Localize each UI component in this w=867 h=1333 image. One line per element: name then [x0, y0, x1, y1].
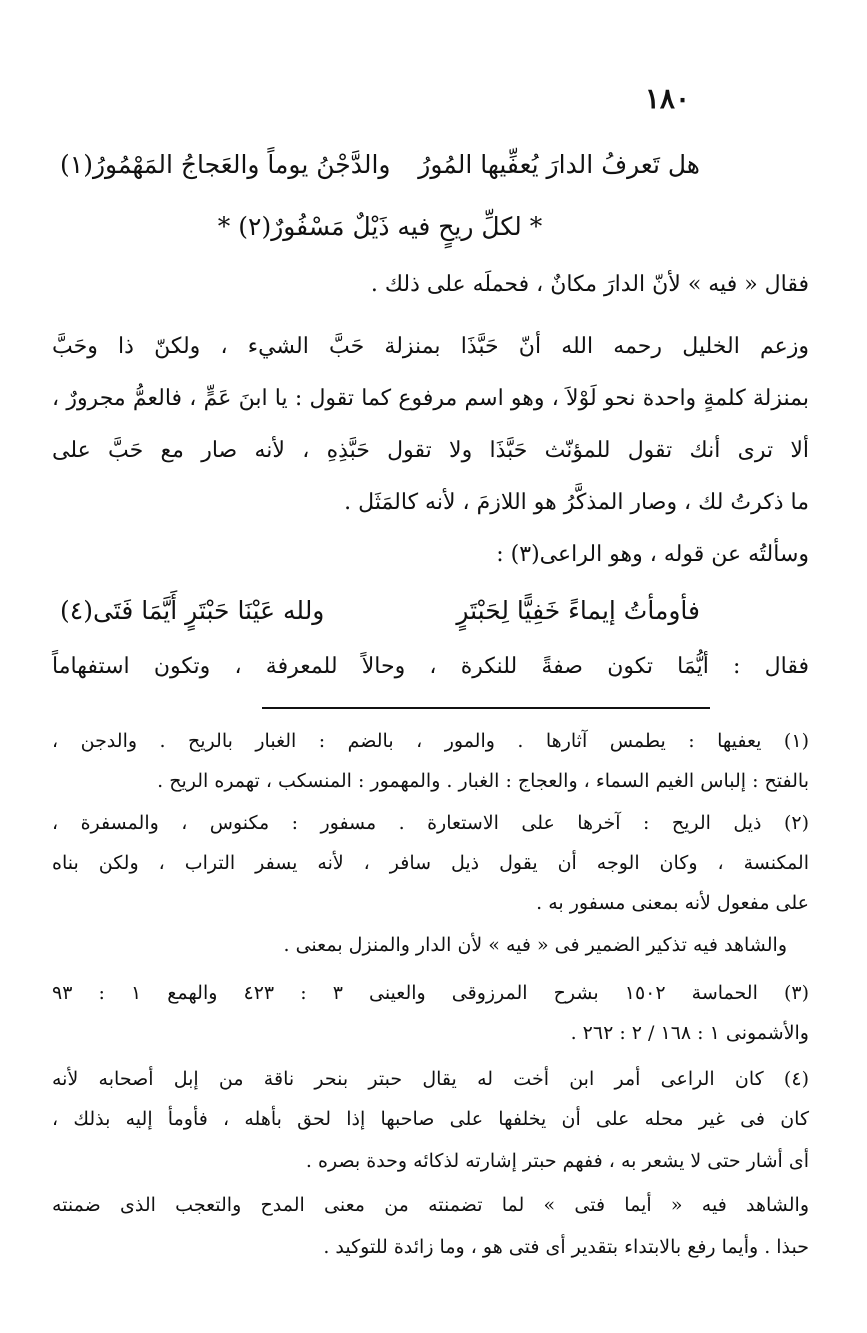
- main-line-4: ألا ترى أنك تقول للمؤنّث حَبَّذَا ولا تقول حَبَّذِهِ ، لأنه صار مع حَبَّ على: [52, 438, 809, 463]
- verse-1-hemistich-2: والدَّجْنُ يوماً والعَجاجُ المَهْمُورُ(١): [60, 150, 391, 179]
- footnote-line-1: (١) يعفيها : يطمس آثارها . والمور ، بالضم : الغبار بالريح . والدجن ،: [52, 730, 809, 752]
- main-line-6: وسألتُه عن قوله ، وهو الراعى(٣) :: [496, 542, 809, 567]
- verse-1-hemistich-1: هل تَعرفُ الدارَ يُعفِّيها المُورُ: [418, 150, 700, 179]
- footnote-separator: [262, 707, 710, 709]
- footnote-line-4: المكنسة ، وكان الوجه أن يقول ذيل سافر ، لأنه يسفر التراب ، ولكن بناه: [52, 852, 809, 874]
- main-line-5: ما ذكرتُ لك ، وصار المذكَّرُ هو اللازمَ ، لأنه كالمَثَل .: [344, 490, 809, 515]
- main-line-3: بمنزلة كلمةٍ واحدة نحو لَوْلاَ ، وهو اسم مرفوع كما تقول : يا ابنَ عَمٍّ ، فالعمُّ مجرورٌ ،: [52, 386, 809, 411]
- main-line-7: فقال : أيُّمَا تكون صفةً للنكرة ، وحالاً للمعرفة ، وتكون استفهاماً: [52, 654, 809, 679]
- footnote-line-11: أى أشار حتى لا يشعر به ، ففهم حبتر إشارته لذكائه وحدة بصره .: [305, 1150, 809, 1172]
- footnote-line-2: بالفتح : إلباس الغيم السماء ، والعجاج : الغبار . والمهمور : المنسكب ، تهمره الريح .: [157, 770, 809, 792]
- footnote-line-8: والأشمونى ١ : ١٦٨ / ٢ : ٢٦٢ .: [570, 1022, 809, 1044]
- verse-3-hemistich-1: فأومأتُ إيماءً خَفِيًّا لِحَبْتَرٍ: [456, 596, 700, 625]
- footnote-line-10: كان فى غير محله على أن يخلفها على صاحبها إذا لحق بأهله ، فأومأ إليه بذلك ،: [52, 1108, 809, 1130]
- footnote-line-9: (٤) كان الراعى أمر ابن أخت له يقال حبتر بنحر ناقة من إبل أصحابه لأنه: [52, 1068, 809, 1090]
- main-line-1: فقال « فيه » لأنّ الدارَ مكانٌ ، فحملَه على ذلك .: [370, 272, 809, 297]
- verse-3: [60, 596, 700, 625]
- footnote-line-13: حبذا . وأيما رفع بالابتداء بتقدير أى فتى هو ، وما زائدة للتوكيد .: [323, 1236, 809, 1258]
- footnote-line-6: والشاهد فيه تذكير الضمير فى « فيه » لأن الدار والمنزل بمعنى .: [283, 934, 787, 956]
- footnote-line-5: على مفعول لأنه بمعنى مسفور به .: [536, 892, 809, 914]
- footnote-line-7: (٣) الحماسة ١٥٠٢ بشرح المرزوقى والعينى ٣ : ٤٢٣ والهمع ١ : ٩٣: [52, 982, 810, 1004]
- verse-2: * لكلِّ ريحٍ فيه ذَيْلٌ مَسْفُورٌ(٢) *: [217, 212, 543, 241]
- verse-3-hemistich-2: ولله عَيْنَا حَبْتَرٍ أَيَّمَا فَتَى(٤): [60, 596, 325, 625]
- footnote-line-3: (٢) ذيل الريح : آخرها على الاستعارة . مسفور : مكنوس ، والمسفرة ،: [52, 812, 809, 834]
- verse-1: [60, 150, 700, 179]
- footnote-line-12: والشاهد فيه « أيما فتى » لما تضمنته من معنى المدح والتعجب الذى ضمنته: [52, 1194, 809, 1216]
- page-number: ١٨٠: [644, 82, 690, 115]
- main-line-2: وزعم الخليل رحمه الله أنّ حَبَّذَا بمنزلة حَبَّ الشيء ، ولكنّ ذا وحَبَّ: [52, 334, 809, 359]
